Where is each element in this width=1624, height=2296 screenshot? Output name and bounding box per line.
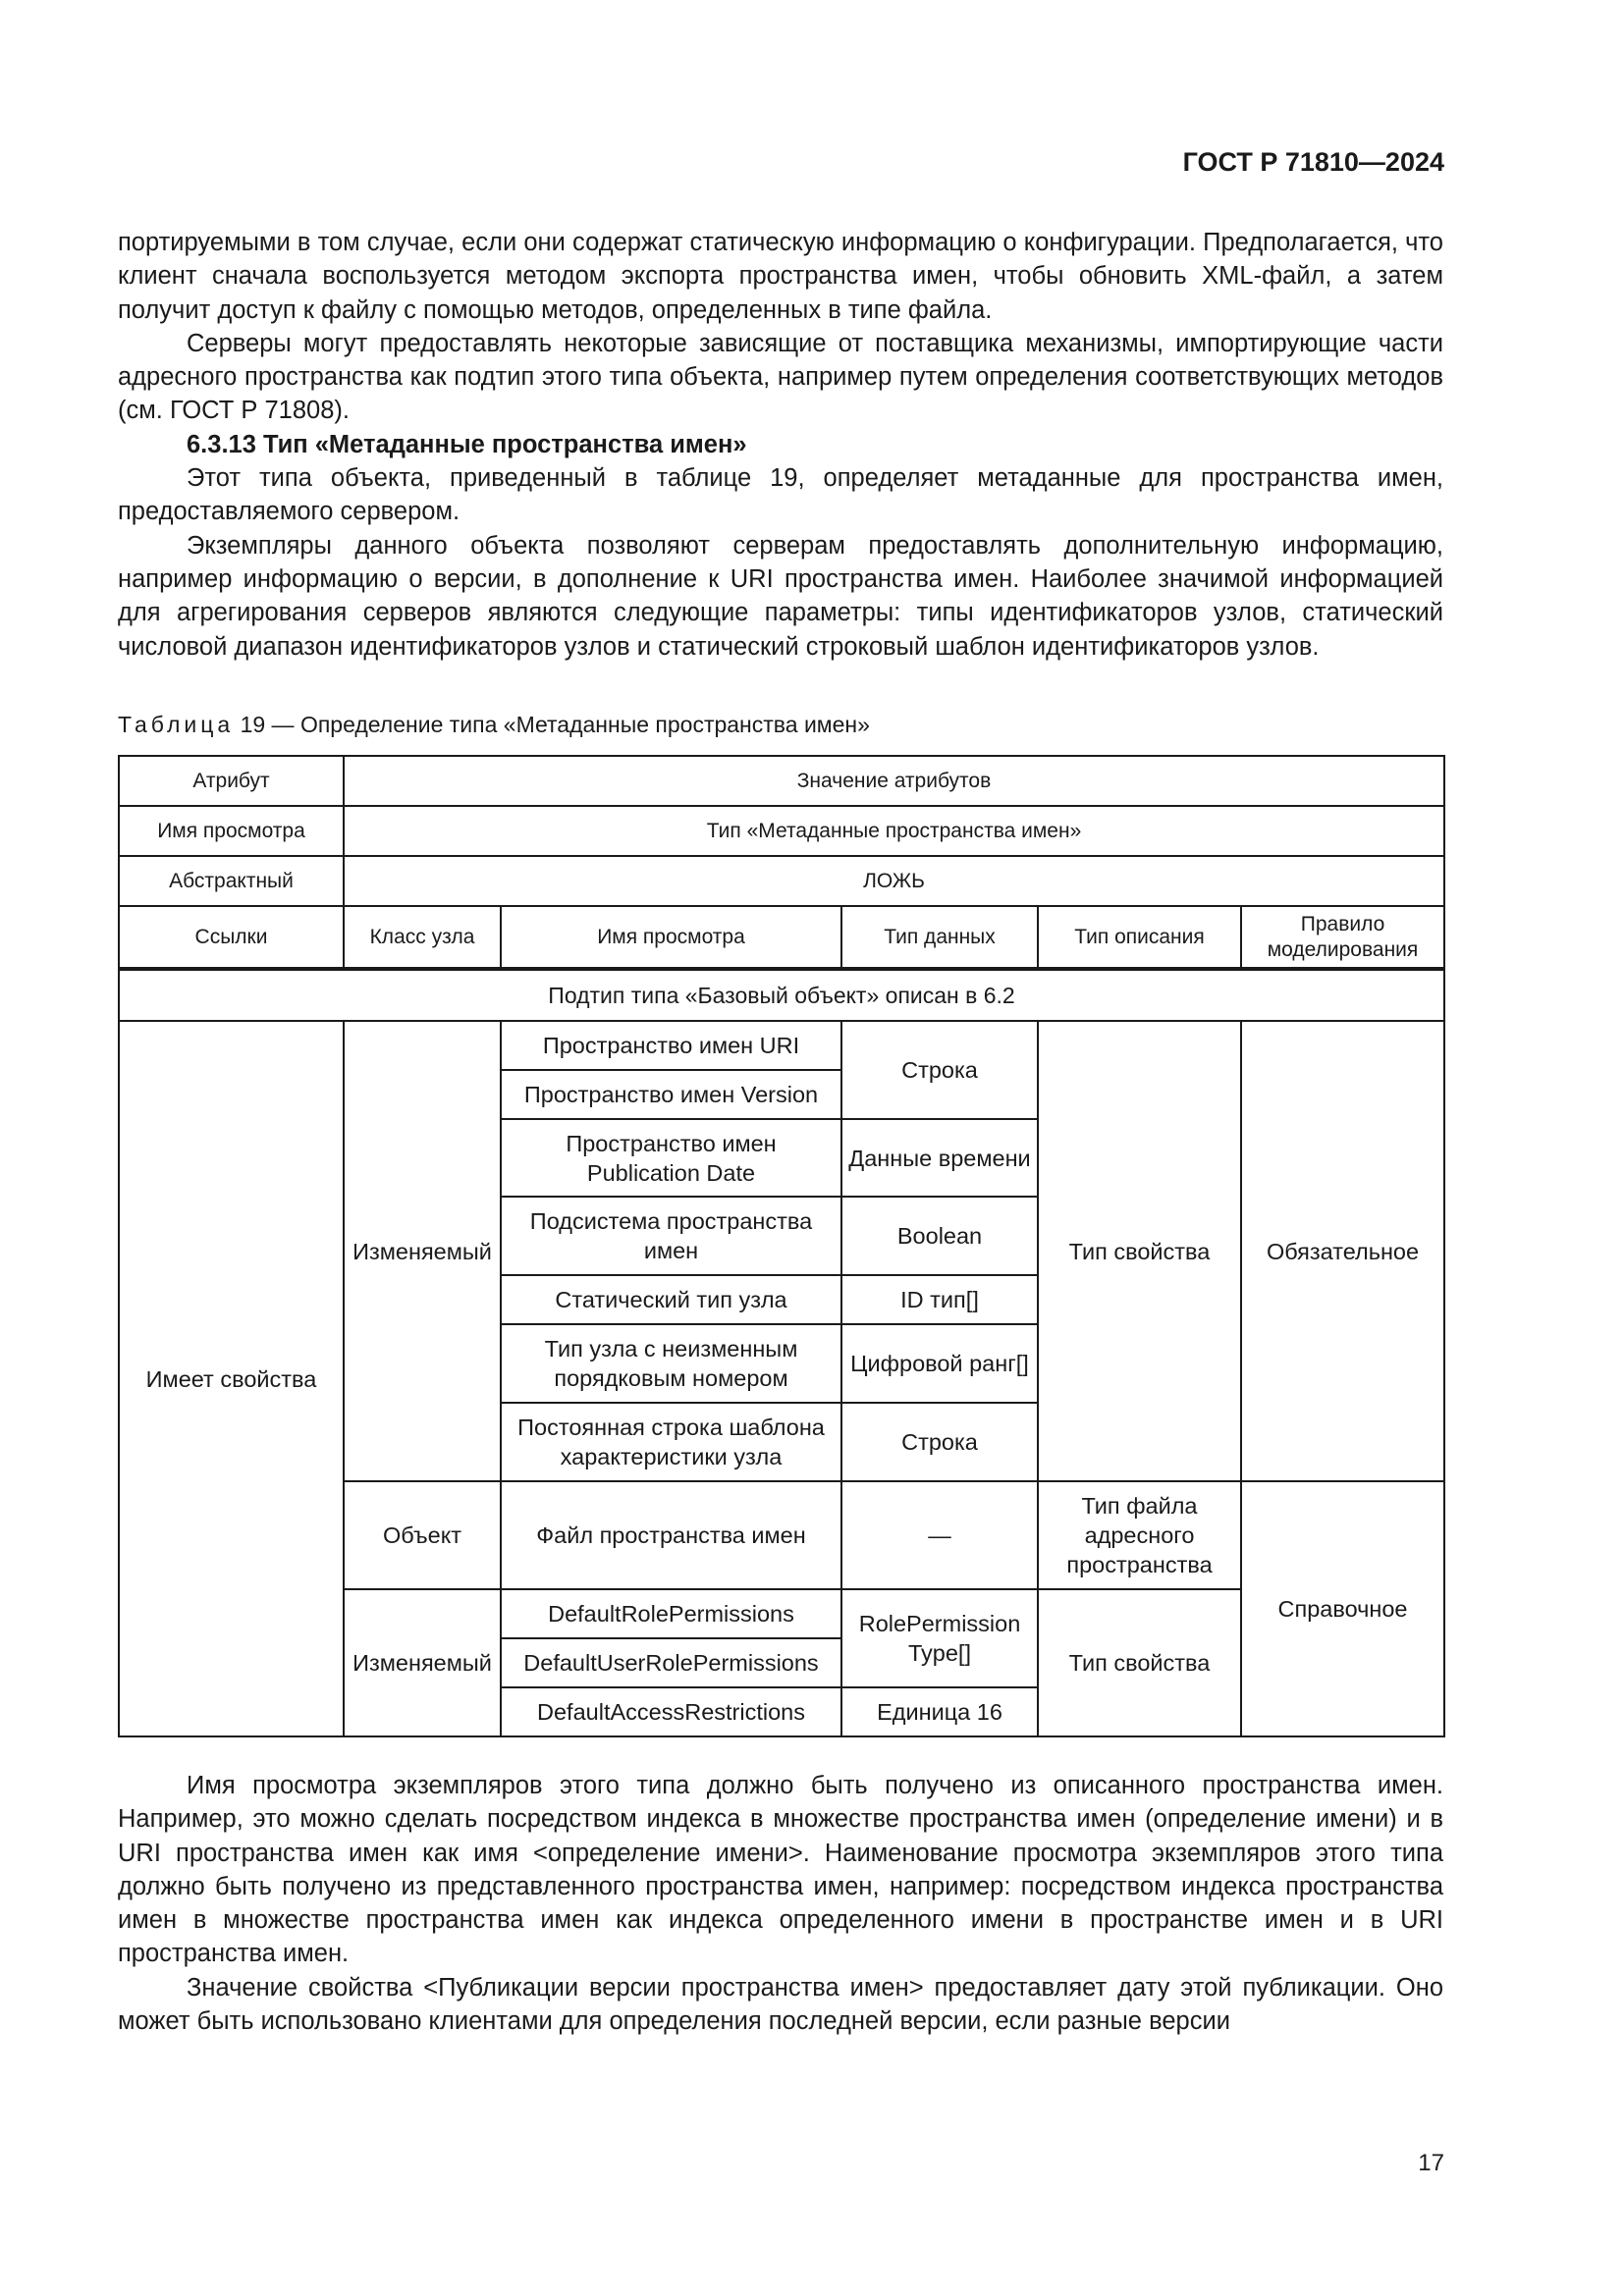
browse-name-cell: DefaultUserRolePermissions <box>501 1638 841 1687</box>
type-def-file: Тип файла адресного пространства <box>1038 1481 1241 1589</box>
data-type-cell: Строка <box>841 1021 1038 1119</box>
modelling-rule-mandatory: Обязательное <box>1241 1021 1444 1481</box>
node-class-variable-1: Изменяемый <box>344 1021 501 1481</box>
attr-header: Атрибут <box>119 756 344 806</box>
table-header-row <box>119 756 1444 806</box>
browse-name-label: Имя просмотра <box>119 806 344 856</box>
browse-name-cell: Пространство имен Version <box>501 1070 841 1119</box>
subtype-note: Подтип типа «Базовый объект» описан в 6.2 <box>119 969 1444 1021</box>
browse-name-cell: Статический тип узла <box>501 1275 841 1324</box>
browse-name-cell: DefaultAccessRestrictions <box>501 1687 841 1736</box>
subtype-row <box>119 969 1444 1021</box>
data-type-cell: — <box>841 1481 1038 1589</box>
browse-name-cell: Тип узла с неизменным порядковым номером <box>501 1324 841 1403</box>
standard-id: ГОСТ Р 71810—2024 <box>1182 147 1444 177</box>
browse-name-cell: DefaultRolePermissions <box>501 1589 841 1638</box>
paragraph-6: Значение свойства <Публикации версии пространства имен> предоставляет дату этой публикации. Оно может быть использовано клиентами для определения последней версии, если разные версии <box>118 1973 1443 2036</box>
abstract-row <box>119 856 1444 906</box>
col-node-class: Класс узла <box>344 906 501 969</box>
namespace-metadata-table <box>118 755 1445 1737</box>
table-row <box>119 1021 1444 1070</box>
modelling-rule-optional: Справочное <box>1241 1481 1444 1736</box>
paragraph-5: Имя просмотра экземпляров этого типа должно быть получено из описанного пространства имен. Например, это можно сделать посредством индекса в множестве пространства имен (определение имени) и в URI пространства имен как имя <определение имени>. Наименование просмотра экземпляров этого типа должно быть получено из представленного пространства имен, например: посредством индекса пространства имен в множестве пространства имен как индекса определенного имени в пространстве имен и в URI пространства имен. <box>118 1772 1443 1968</box>
col-type-definition: Тип описания <box>1038 906 1241 969</box>
node-class-object: Объект <box>344 1481 501 1589</box>
col-data-type: Тип данных <box>841 906 1038 969</box>
table-caption-word: Таблица <box>118 712 235 737</box>
abstract-value: ЛОЖЬ <box>344 856 1444 906</box>
browse-name-cell: Подсистема пространства имен <box>501 1197 841 1275</box>
paragraph-1: портируемыми в том случае, если они содержат статическую информацию о конфигурации. Предполагается, что клиент сначала воспользуется методом экспорта пространства имен, чтобы обновить XML-файл, а затем получит доступ к файлу с помощью методов, определенных в типе файла. <box>118 229 1443 324</box>
browse-name-cell: Пространство имен URI <box>501 1021 841 1070</box>
data-type-cell: Единица 16 <box>841 1687 1038 1736</box>
paragraph-4: Экземпляры данного объекта позволяют серверам предоставлять дополнительную информацию, например информацию о версии, в дополнение к URI пространства имен. Наиболее значимой информацией для агрегирования серверов являются следующие параметры: типы идентификаторов узлов, статический числовой диапазон идентификаторов узлов и статический строковый шаблон идентификаторов узлов. <box>118 531 1443 661</box>
abstract-label: Абстрактный <box>119 856 344 906</box>
column-header-row <box>119 906 1444 969</box>
page-number: 17 <box>1418 2150 1444 2176</box>
data-type-cell: Цифровой ранг[] <box>841 1324 1038 1403</box>
browse-name-cell: Постоянная строка шаблона характеристики узла <box>501 1403 841 1481</box>
text-block-top <box>118 226 1443 664</box>
browse-name-value: Тип «Метаданные пространства имен» <box>344 806 1444 856</box>
data-type-cell: Boolean <box>841 1197 1038 1275</box>
data-type-cell: ID тип[] <box>841 1275 1038 1324</box>
ref-has-property: Имеет свойства <box>119 1021 344 1736</box>
table-caption <box>118 712 870 738</box>
data-type-cell: Строка <box>841 1403 1038 1481</box>
col-browse-name: Имя просмотра <box>501 906 841 969</box>
text-block-bottom <box>118 1769 1443 2038</box>
data-type-cell: Данные времени <box>841 1119 1038 1197</box>
paragraph-2: Серверы могут предоставлять некоторые зависящие от поставщика механизмы, импортирующие части адресного пространства как подтип этого типа объекта, например путем определения соответствующих методов (см. ГОСТ Р 71808). <box>118 329 1443 425</box>
value-header: Значение атрибутов <box>344 756 1444 806</box>
data-type-cell: RolePermission Type[] <box>841 1589 1038 1687</box>
type-def-property-1: Тип свойства <box>1038 1021 1241 1481</box>
table-caption-title: 19 — Определение типа «Метаданные пространства имен» <box>240 712 870 737</box>
node-class-variable-2: Изменяемый <box>344 1589 501 1736</box>
section-heading: 6.3.13 Тип «Метаданные пространства имен» <box>187 430 747 458</box>
browse-name-cell: Файл пространства имен <box>501 1481 841 1589</box>
type-def-property-2: Тип свойства <box>1038 1589 1241 1736</box>
col-modelling-rule: Правило моделирования <box>1241 906 1444 969</box>
col-references: Ссылки <box>119 906 344 969</box>
browse-name-row <box>119 806 1444 856</box>
paragraph-3: Этот типа объекта, приведенный в таблице 19, определяет метаданные для пространства имен, предоставляемого сервером. <box>118 464 1443 526</box>
browse-name-cell: Пространство имен Publication Date <box>501 1119 841 1197</box>
